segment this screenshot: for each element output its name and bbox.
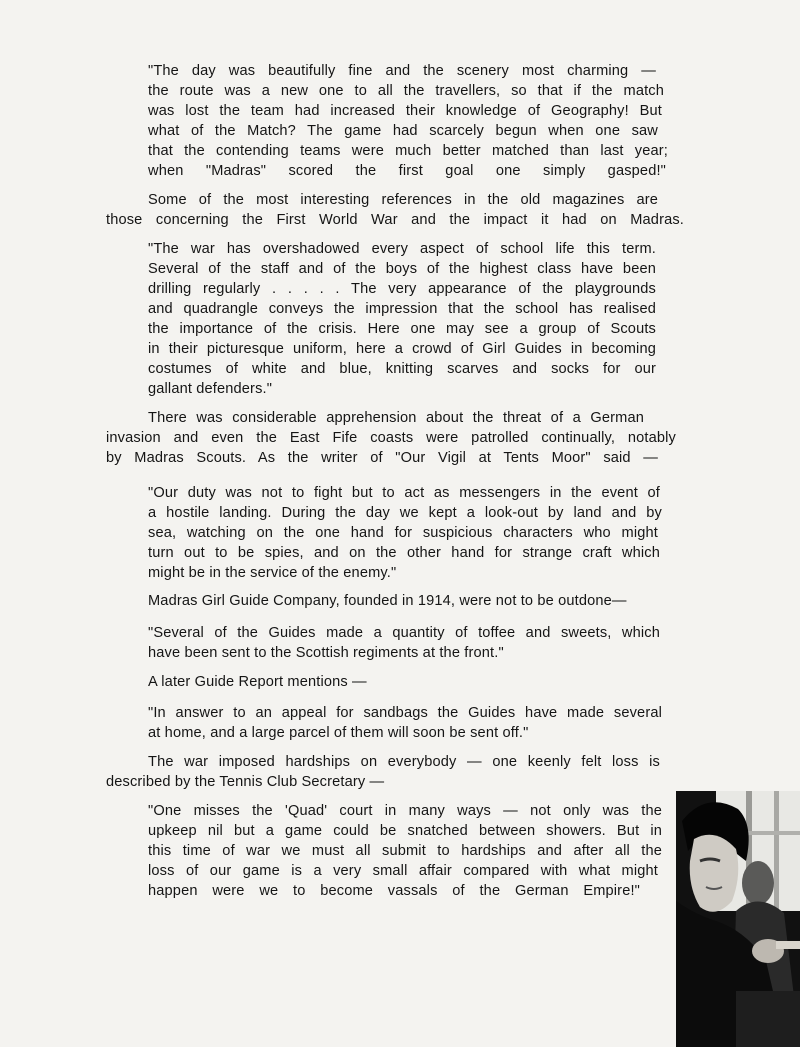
text-line: gallant defenders."	[148, 381, 273, 397]
text-line: upkeep nil but a game could be snatched between showers. But in	[148, 823, 662, 839]
text-line: Several of the staff and of the boys of the highest class have been	[148, 261, 656, 277]
photograph-student	[676, 791, 800, 1047]
text-line: Some of the most interesting references in the old magazines are	[148, 192, 658, 208]
text-line: was lost the team had increased their knowledge of Geography! But	[148, 103, 662, 119]
text-line: loss of our game is a very small affair compared with what might	[148, 863, 658, 879]
text-line: drilling regularly . . . . . The very appearance of the playgrounds	[148, 281, 656, 297]
text-line: Madras Girl Guide Company, founded in 1914, were not to be outdone—	[148, 593, 627, 609]
text-line: and quadrangle conveys the impression that the school has realised	[148, 301, 656, 317]
text-line: in their picturesque uniform, here a crowd of Girl Guides in becoming	[148, 341, 656, 357]
text-line: turn out to be spies, and on the other hand for strange craft which	[148, 545, 660, 561]
text-line: by Madras Scouts. As the writer of "Our Vigil at Tents Moor" said —	[106, 450, 658, 466]
text-line: A later Guide Report mentions —	[148, 674, 367, 690]
text-line: the importance of the crisis. Here one may see a group of Scouts	[148, 321, 656, 337]
text-line: invasion and even the East Fife coasts were patrolled continually, notably	[106, 430, 676, 446]
text-line: "The day was beautifully fine and the scenery most charming —	[148, 63, 656, 79]
text-line: sea, watching on the one hand for suspicious characters who might	[148, 525, 658, 541]
text-line: this time of war we must all submit to hardships and after all the	[148, 843, 662, 859]
text-line: at home, and a large parcel of them will soon be sent off."	[148, 725, 529, 741]
text-line: have been sent to the Scottish regiments at the front."	[148, 645, 504, 661]
text-line: costumes of white and blue, knitting scarves and socks for our	[148, 361, 656, 377]
text-line: the route was a new one to all the travellers, so that if the match	[148, 83, 664, 99]
text-line: "In answer to an appeal for sandbags the Guides have made several	[148, 705, 662, 721]
text-line: a hostile landing. During the day we kept a look-out by land and by	[148, 505, 662, 521]
text-line: that the contending teams were much better matched than last year;	[148, 143, 668, 159]
text-line: "One misses the 'Quad' court in many ways — not only was the	[148, 803, 662, 819]
text-line: those concerning the First World War and the impact it had on Madras.	[106, 212, 684, 228]
text-line: "Several of the Guides made a quantity of toffee and sweets, which	[148, 625, 660, 641]
text-line: "Our duty was not to fight but to act as messengers in the event of	[148, 485, 660, 501]
text-line: happen were we to become vassals of the German Empire!"	[148, 883, 640, 899]
text-line: described by the Tennis Club Secretary —	[106, 774, 385, 790]
text-line: when "Madras" scored the first goal one simply gasped!"	[148, 163, 666, 179]
text-line: There was considerable apprehension about the threat of a German	[148, 410, 644, 426]
text-line: what of the Match? The game had scarcely begun when one saw	[148, 123, 658, 139]
text-line: might be in the service of the enemy."	[148, 565, 397, 581]
text-line: The war imposed hardships on everybody — one keenly felt loss is	[148, 754, 660, 770]
text-line: "The war has overshadowed every aspect of school life this term.	[148, 241, 656, 257]
